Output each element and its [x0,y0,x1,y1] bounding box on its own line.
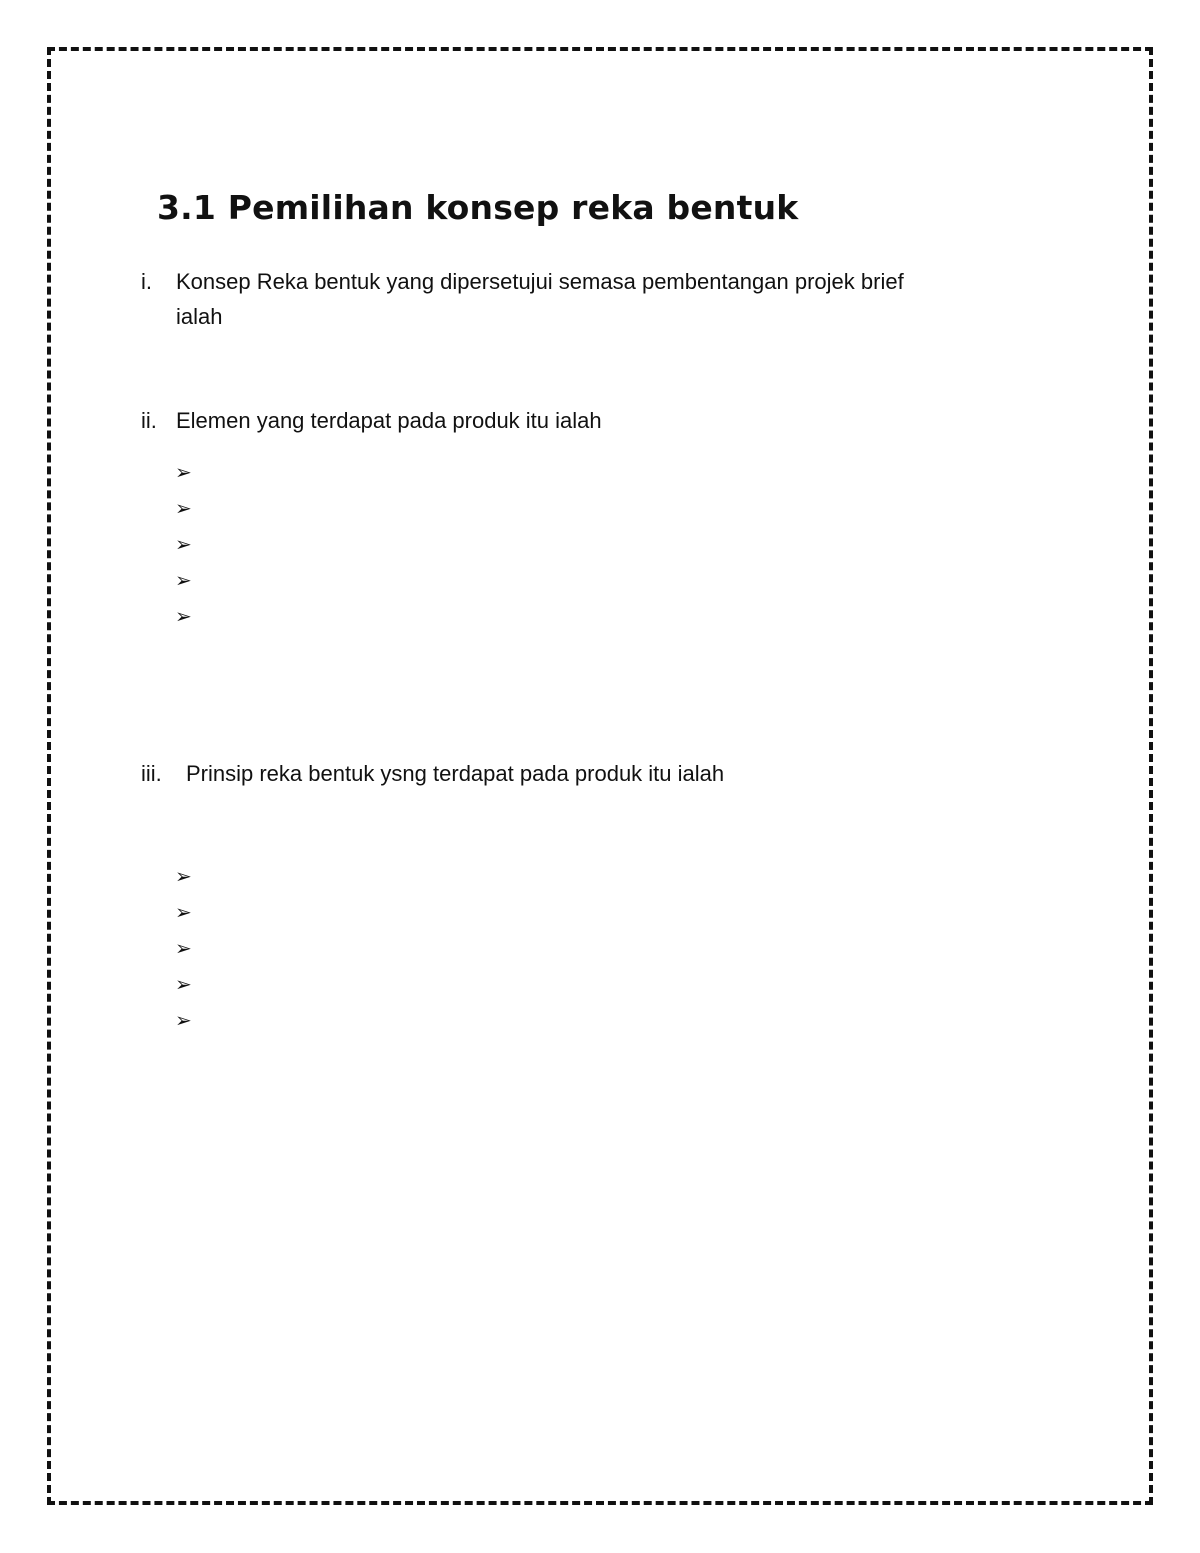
arrowhead-bullet-icon: ➢ [175,900,192,924]
arrowhead-bullet-icon: ➢ [175,532,192,556]
item-text: Prinsip reka bentuk ysng terdapat pada produk itu ialah [186,761,725,786]
arrowhead-bullet-icon: ➢ [175,496,192,520]
list-item-i [141,264,1041,336]
bullet-item [175,562,192,598]
bullet-item [175,598,192,634]
bullet-item [175,894,192,930]
arrowhead-bullet-icon: ➢ [175,604,192,628]
bullet-item [175,454,192,490]
item-text: Elemen yang terdapat pada produk itu ialah [176,408,602,433]
principle-bullet-list [175,858,192,1038]
item-text-line2: ialah [176,304,223,329]
item-number: i. [141,269,152,294]
arrowhead-bullet-icon: ➢ [175,864,192,888]
element-bullet-list [175,454,192,634]
arrowhead-bullet-icon: ➢ [175,1008,192,1032]
arrowhead-bullet-icon: ➢ [175,460,192,484]
bullet-item [175,1002,192,1038]
bullet-item [175,966,192,1002]
item-text-line1: Konsep Reka bentuk yang dipersetujui semasa pembentangan projek brief [176,269,904,294]
bullet-item [175,526,192,562]
item-number: iii. [141,761,162,786]
item-number: ii. [141,408,157,433]
arrowhead-bullet-icon: ➢ [175,568,192,592]
bullet-item [175,858,192,894]
list-item-ii [141,403,1041,439]
section-heading: 3.1 Pemilihan konsep reka bentuk [157,188,799,227]
list-item-iii [141,756,1041,792]
arrowhead-bullet-icon: ➢ [175,936,192,960]
bullet-item [175,490,192,526]
arrowhead-bullet-icon: ➢ [175,972,192,996]
bullet-item [175,930,192,966]
